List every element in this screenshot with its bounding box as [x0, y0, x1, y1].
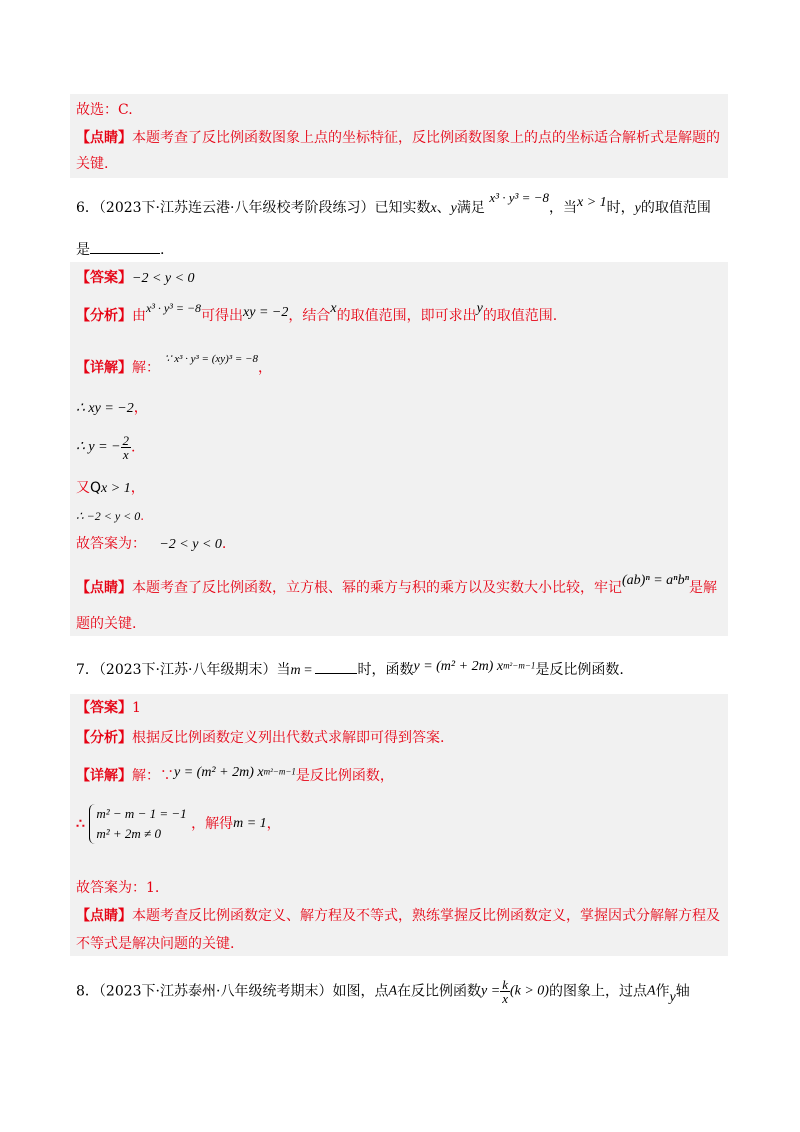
- q7-system-inequality: m² + 2m ≠ 0: [96, 826, 161, 841]
- therefore-symbol: ∴: [76, 816, 85, 832]
- q6-analysis-math: y: [476, 301, 483, 316]
- q5-comment-text: 本题考查了反比例函数图象上点的坐标特征，反比例函数图象上的点的坐标适合解析式是解题的: [132, 130, 720, 146]
- q8-function-fraction: [500, 978, 510, 1005]
- comment-tag: 【点睛】: [76, 908, 132, 924]
- q7-solve-math: m = 1: [233, 816, 267, 831]
- detail-tag: 【详解】: [76, 768, 132, 784]
- q6-text: 时，: [606, 200, 635, 216]
- q7-answer: 1: [132, 700, 141, 716]
- fraction-numerator: k: [502, 977, 508, 992]
- q6-comment-line-2: [76, 614, 136, 634]
- q6-step-math: ∴ y = −: [76, 439, 121, 455]
- q6-step-punct: .: [140, 509, 145, 523]
- q6-final-punct: .: [221, 536, 227, 552]
- comment-tag: 【点睛】: [76, 130, 132, 146]
- q5-choice: 故选：C.: [76, 102, 133, 118]
- q6-question-line-2: [76, 240, 164, 260]
- q7-detail-exponent: m²−m−1: [263, 766, 296, 777]
- q7-source: （2023下·江苏·八年级期末）: [98, 662, 277, 678]
- q6-text: 的取值范围: [640, 200, 711, 216]
- analysis-tag: 【分析】: [76, 730, 132, 746]
- q7-system-line: [76, 804, 281, 854]
- q8-text: 的图象上，过点: [548, 983, 647, 1000]
- q6-analysis-math: x³ · y³ = −8: [146, 301, 202, 315]
- q6-step-glyph: Q: [90, 480, 102, 496]
- q6-answer-line: [76, 268, 195, 289]
- q7-comment-line: [76, 906, 720, 926]
- q8-text: 在反比例函数: [397, 983, 482, 1000]
- q7-equation-system: [89, 804, 186, 844]
- q6-detail-text: 解：: [132, 360, 160, 376]
- q6-step-3: [76, 478, 145, 499]
- q8-text: 如图，点: [332, 983, 389, 1000]
- q6-analysis-text: ，结合: [288, 308, 331, 324]
- q6-step-1: [76, 398, 148, 419]
- q6-step-4: [76, 506, 144, 526]
- q7-var: m: [290, 663, 301, 678]
- q7-final-text: 故答案为：1.: [76, 880, 160, 896]
- q6-number: 6．: [76, 200, 99, 216]
- q6-step-math: x > 1: [101, 481, 131, 496]
- q5-comment-line-2: [76, 154, 108, 174]
- q6-step-punct: ，: [130, 480, 145, 496]
- answer-tag: 【答案】: [76, 270, 132, 286]
- answer-tag: 【答案】: [76, 700, 132, 716]
- q6-comment-text: 本题考查了反比例函数，立方根、幂的乘方与积的乘方以及实数大小比较，牢记: [132, 580, 622, 596]
- q7-final-line: [76, 878, 159, 898]
- q6-step-punct: ，: [133, 400, 148, 416]
- q6-step-fraction: [121, 434, 132, 461]
- q6-detail-text: ，: [257, 360, 272, 376]
- fraction-denominator: x: [502, 991, 508, 1006]
- analysis-tag: 【分析】: [76, 308, 132, 324]
- q8-var: A: [388, 983, 398, 999]
- q6-text: 是: [76, 242, 90, 258]
- q7-solve-punct: ，: [266, 816, 281, 832]
- q7-solve-text: ，解得: [191, 816, 234, 832]
- q8-number: 8．: [76, 983, 99, 1000]
- q6-step-text: 又: [76, 480, 90, 496]
- q6-var: y: [450, 201, 457, 216]
- fraction-numerator: 2: [122, 433, 130, 448]
- q8-source: （2023下·江苏泰州·八年级统考期末）: [98, 983, 333, 1000]
- answer-blank: [315, 661, 357, 674]
- q6-detail-line: [76, 353, 272, 379]
- q7-function-exponent: m²−m−1: [503, 660, 536, 671]
- q6-condition-eq: x³ · y³ = −8: [489, 190, 549, 205]
- q7-comment-text: 本题考查反比例函数定义、解方程及不等式，熟练掌握反比例函数定义，掌握因式分解解方程及: [132, 908, 720, 924]
- q6-answer: −2 < y < 0: [132, 271, 195, 286]
- q7-question-line: [76, 660, 624, 681]
- q6-var: x: [430, 201, 437, 216]
- q6-detail-math: ∵ x³ · y³ = (xy)³ = −8: [164, 353, 258, 365]
- q7-eq: =: [300, 663, 316, 678]
- q6-analysis-text: 可得出: [201, 308, 244, 324]
- q8-function-condition: (k > 0): [509, 983, 549, 999]
- q7-function: y = (m² + 2m) x: [413, 659, 504, 674]
- comment-tag: 【点睛】: [76, 580, 132, 596]
- q8-text: 作: [655, 983, 670, 1000]
- q6-question-line: [76, 190, 711, 219]
- q7-text: 是反比例函数.: [535, 662, 624, 678]
- q8-function: y =: [481, 983, 501, 999]
- q7-detail-line: [76, 766, 394, 787]
- q6-text: .: [160, 242, 165, 258]
- q7-answer-line: [76, 698, 141, 718]
- q6-source: （2023下·江苏连云港·八年级校考阶段练习）: [98, 200, 375, 216]
- q7-analysis-text: 根据反比例函数定义列出代数式求解即可得到答案.: [132, 730, 445, 746]
- fraction-denominator: x: [122, 447, 129, 462]
- q6-analysis-line: [76, 301, 558, 327]
- q6-comment-text: 是解: [689, 580, 717, 596]
- q6-step-2: [76, 434, 135, 464]
- q7-comment-text-2: 不等式是解决问题的关键.: [76, 936, 235, 952]
- q6-sep: 、: [436, 200, 451, 216]
- q6-final-text: 故答案为：: [76, 536, 146, 552]
- q7-text: 当: [276, 662, 291, 678]
- q6-analysis-text: 的取值范围，即可求出: [336, 308, 477, 324]
- q7-number: 7．: [76, 662, 99, 678]
- q6-analysis-text: 由: [132, 308, 146, 324]
- q6-var: y: [634, 201, 641, 216]
- detail-tag: 【详解】: [76, 360, 132, 376]
- q7-detail-text: 是反比例函数，: [295, 768, 394, 784]
- q6-analysis-math: x: [330, 301, 337, 316]
- q6-text: ，当: [548, 200, 577, 216]
- q6-step-punct: .: [131, 439, 136, 456]
- q7-analysis-line: [76, 728, 444, 748]
- q6-analysis-math: xy = −2: [243, 305, 289, 320]
- q7-system-equation: m² − m − 1 = −1: [96, 806, 187, 821]
- q5-comment-line: [76, 128, 720, 148]
- q5-comment-text-2: 关键.: [76, 156, 109, 172]
- q8-var: A: [646, 983, 656, 999]
- q6-text: 已知实数: [374, 200, 431, 216]
- q7-comment-line-2: [76, 934, 234, 954]
- q6-comment-line: [76, 573, 717, 599]
- q7-detail-function: y = (m² + 2m) x: [174, 765, 264, 780]
- q7-detail-text: 解：∵: [132, 768, 174, 784]
- q6-text: 满足: [456, 200, 485, 216]
- q8-var: y: [669, 989, 676, 1005]
- q7-text: 时，函数: [357, 662, 414, 678]
- q6-step-math: ∴ −2 < y < 0: [76, 509, 141, 523]
- answer-blank: [90, 241, 160, 254]
- q6-final-math: −2 < y < 0: [159, 537, 222, 552]
- q6-final-line: [76, 534, 226, 555]
- q6-step-math: ∴ xy = −2: [76, 401, 134, 416]
- q8-question-line: [76, 978, 690, 1014]
- q6-analysis-text: 的取值范围.: [482, 308, 558, 324]
- q5-choice-line: [76, 100, 133, 120]
- q8-text: 轴: [675, 983, 690, 1000]
- q6-condition-ineq: x > 1: [576, 195, 607, 210]
- q6-comment-math: (ab)ⁿ = aⁿbⁿ: [622, 573, 689, 588]
- q6-comment-text-2: 题的关键.: [76, 616, 137, 632]
